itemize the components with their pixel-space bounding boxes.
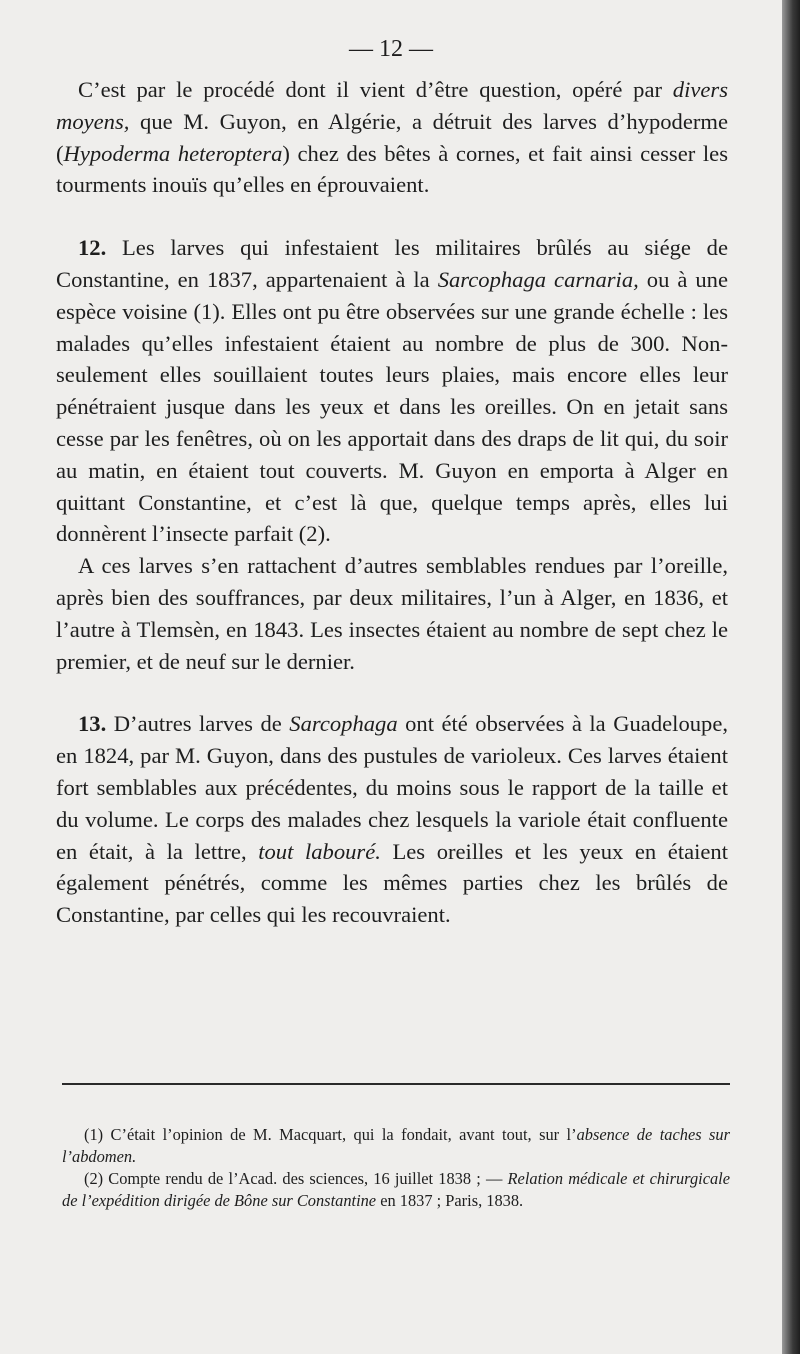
paragraph-13 <box>56 708 728 931</box>
text-run: Les oreilles et les yeux en étaient également pénétrés, comme les mêmes parties chez les brûlés de Constantine, par celles qui les recouvraient. <box>56 838 729 928</box>
footnote-2 <box>62 1168 730 1212</box>
section-number: 12. <box>78 235 107 261</box>
text-run: en 1837 ; Paris, 1838. <box>376 1191 524 1210</box>
page-number: — 12 — <box>349 36 433 62</box>
text-run: C’est par le procédé dont il vient d’être question, opéré par <box>78 77 673 102</box>
text-run: que M. Guyon, en Algérie, a détruit des larves d’hypoderme ( <box>56 108 728 166</box>
text-run: A ces larves s’en rattachent d’autres semblables rendues par l’oreille, après bien des souffrances, par deux militaires, l’un à Alger, en 1836, et l’autre à Tlemsèn, en 1843. Les insectes étaient au nombre de sept chez le premier, et de neuf sur le dernier. <box>56 553 728 674</box>
footnotes <box>62 1124 730 1212</box>
text-run-italic: Sarcophaga <box>289 711 398 737</box>
paragraph <box>56 74 728 201</box>
body-text <box>56 74 728 931</box>
text-run: Les larves qui infestaient les militaires brûlés au siége de Constantine, en 1837, appartenaient à la <box>56 235 728 292</box>
text-run: ) chez des bêtes à cornes, et fait ainsi cesser les tourments inouïs qu’elles en éprouvaient. <box>56 140 728 198</box>
text-run-italic: divers moyens, <box>56 77 728 134</box>
text-run-italic: tout labouré. <box>258 838 381 864</box>
text-run-italic: Sarcophaga carnaria, <box>437 266 639 292</box>
page-edge-shadow <box>782 0 800 1354</box>
section-number: 13. <box>78 711 107 737</box>
text-run: (1) C’était l’opinion de M. Macquart, qui la fondait, avant tout, sur l’ <box>84 1125 577 1144</box>
footnote-divider <box>62 1083 730 1085</box>
text-run-italic: Hypoderma heteroptera <box>63 140 283 166</box>
footnote-1 <box>62 1124 730 1168</box>
paragraph-12 <box>56 232 728 550</box>
paragraph <box>56 550 728 677</box>
text-run: ont été observées à la Guadeloupe, en 1824, par M. Guyon, dans des pustules de varioleux. Ces larves étaient fort semblables aux précédentes, du moins sous le rapport de la taille et du volume. Le corps des malades chez lesquels la variole était confluente en était, à la lettre, <box>56 711 729 864</box>
text-run: D’autres larves de <box>106 711 290 737</box>
text-run-italic: Relation médicale et chirurgicale de l’expédition dirigée de Bône sur Constantine <box>62 1169 731 1210</box>
text-run-italic: absence de taches sur l’abdomen. <box>62 1125 730 1166</box>
text-run: ou à une espèce voisine (1). Elles ont pu être observées sur une grande échelle : les malades qu’elles infestaient étaient au nombre de plus de 300. Non-seulement elles souillaient toutes leurs plaies, mais encore elles leur pénétraient jusque dans les yeux et dans les oreilles. On en jetait sans cesse par les fenêtres, où on les apportait dans des draps de lit qui, du soir au matin, en étaient tout couverts. M. Guyon en emporta à Alger en quittant Constantine, et c’est là que, quelque temps après, elles lui donnèrent l’insecte parfait (2). <box>56 266 728 547</box>
text-run: (2) Compte rendu de l’Acad. des sciences, 16 juillet 1838 ; — <box>84 1169 508 1188</box>
